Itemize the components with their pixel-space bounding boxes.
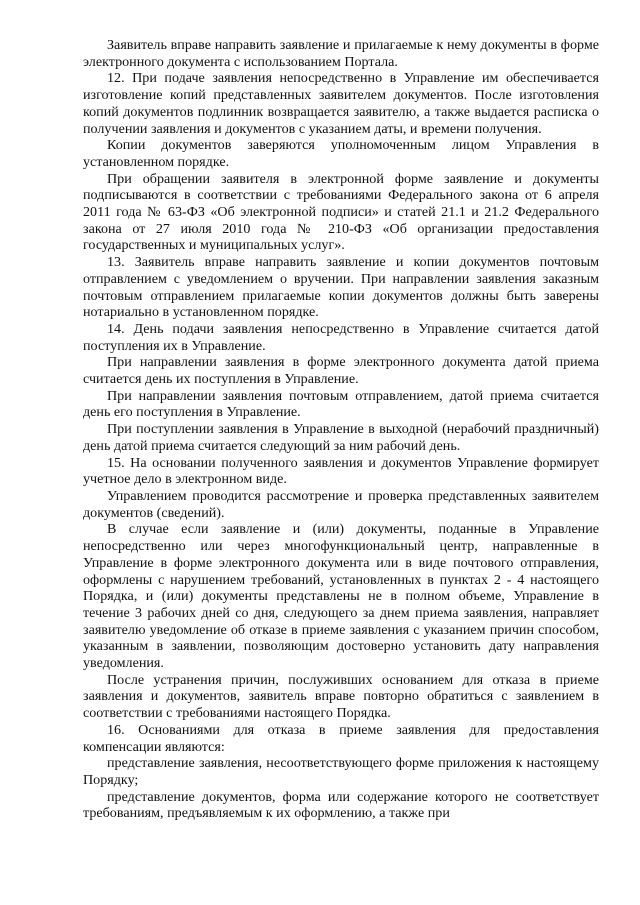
paragraph-2: 12. При подаче заявления непосредственно в Управление им обеспечивается изготовление копий представленных заявителем документов. После изготовления копий документов подлинник возвращается заявителю, а также выдается расписка о получении заявления и документов с указанием даты, и времени получения. bbox=[83, 70, 599, 137]
paragraph-1: Заявитель вправе направить заявление и прилагаемые к нему документы в форме электронного документа с использованием Портала. bbox=[83, 37, 599, 70]
paragraph-10: 15. На основании полученного заявления и документов Управление формирует учетное дело в электронном виде. bbox=[83, 454, 599, 488]
paragraph-12: В случае если заявление и (или) документы, поданные в Управление непосредственно или через многофункциональный центр, направленные в Управление в форме электронного документа или в виде почтового отправления, оформлены с нарушением требований, установленных в пунктах 2 - 4 настоящего Порядка, и (или) документы представлены не в полном объеме, Управление в течение 3 рабочих дней со дня, следующего за днем приема заявления, направляет заявителю уведомление об отказе в приеме заявления с указанием причин способом, указанным в заявлении, позволяющим достоверно установить дату направления уведомления. bbox=[83, 521, 599, 672]
paragraph-4: При обращении заявителя в электронной форме заявление и документы подписываются в соответствии с требованиями Федерального закона от 6 апреля 2011 года № 63-ФЗ «Об электронной подписи» и статей 21.1 и 21.2 Федерального закона от 27 июля 2010 года № 210-ФЗ «Об организации предоставления государственных и муниципальных услуг». bbox=[83, 170, 599, 254]
paragraph-13: После устранения причин, послуживших основанием для отказа в приеме заявления и документов, заявитель вправе повторно обратиться с заявлением в соответствии с требованиями настоящего Порядка. bbox=[83, 671, 599, 722]
paragraph-7: При направлении заявления в форме электронного документа датой приема считается день их поступления в Управление. bbox=[83, 354, 599, 388]
paragraph-9: При поступлении заявления в Управление в выходной (нерабочий праздничный) день датой приема считается следующий за ним рабочий день. bbox=[83, 421, 599, 454]
paragraph-11: Управлением проводится рассмотрение и проверка представленных заявителем документов (сведений). bbox=[83, 487, 599, 521]
paragraph-5: 13. Заявитель вправе направить заявление и копии документов почтовым отправлением с уведомлением о вручении. При направлении заявления заказным почтовым отправлением прилагаемые копии документов должны быть заверены нотариально в установленном порядке. bbox=[83, 254, 599, 321]
paragraph-3: Копии документов заверяются уполномоченным лицом Управления в установленном порядке. bbox=[83, 137, 599, 170]
paragraph-15: представление заявления, несоответствующего форме приложения к настоящему Порядку; bbox=[83, 755, 599, 788]
paragraph-8: При направлении заявления почтовым отправлением, датой приема считается день его поступления в Управление. bbox=[83, 387, 599, 421]
paragraph-14: 16. Основаниями для отказа в приеме заявления для предоставления компенсации являются: bbox=[83, 721, 599, 755]
paragraph-16: представление документов, форма или содержание которого не соответствует требованиям, предъявляемым к их оформлению, а также при bbox=[83, 788, 599, 822]
paragraph-6: 14. День подачи заявления непосредственно в Управление считается датой поступления их в Управление. bbox=[83, 320, 599, 354]
